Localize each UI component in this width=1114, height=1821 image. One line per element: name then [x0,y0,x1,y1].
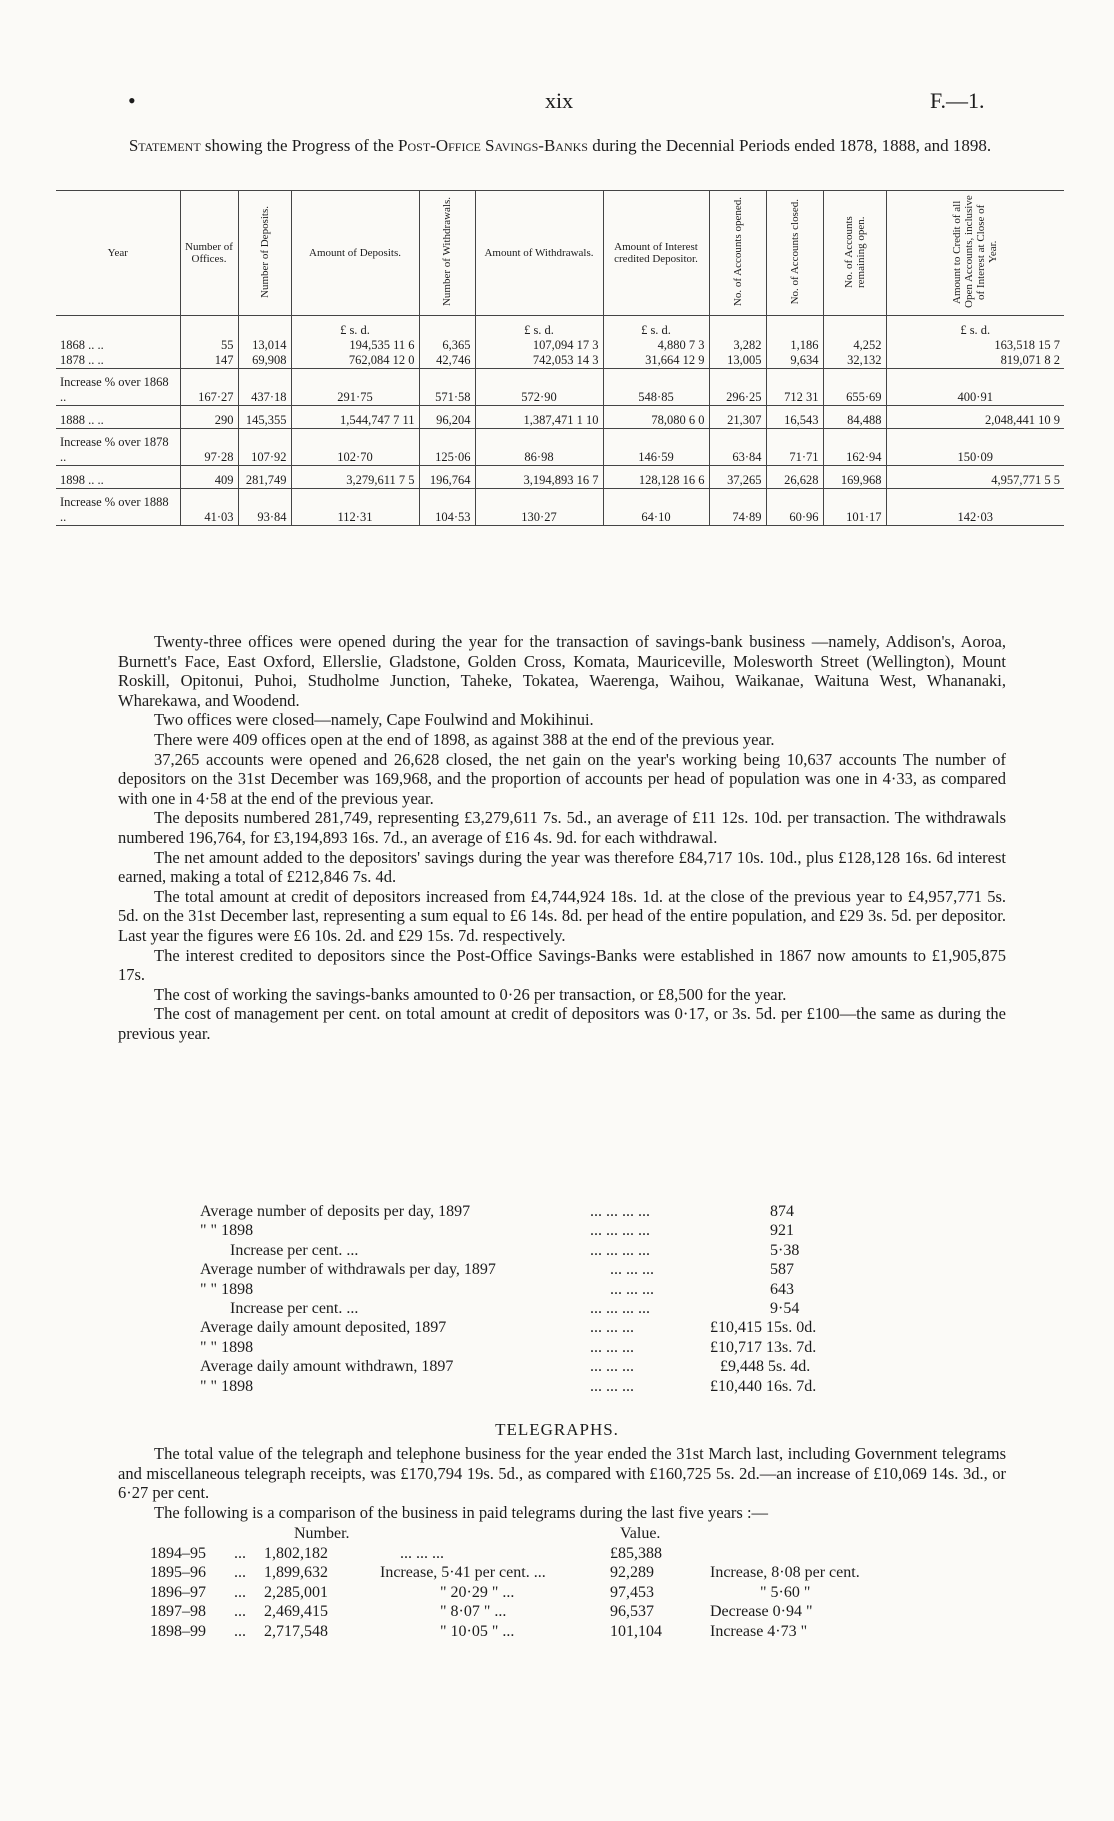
table-row: 1878 .. .. 147 69,908 762,084 12 0 42,746 742,053 14 3 31,664 12 9 13,005 9,634 32,132 819,071 8 2 [56,353,1064,369]
table-row: 1895–96 ... 1,899,632 Increase, 5·41 per cent. ... 92,289 Increase, 8·08 per cent. [150,1564,860,1582]
section-code: F.—1. [930,88,985,113]
header-withdrawals-amount: Amount of Withdrawals. [475,191,603,316]
header-credit: Amount to Credit of all Open Accounts, inclusive of Interest at Close of Year. [886,191,1064,316]
paragraph: The interest credited to depositors since the Post-Office Savings-Banks were established in 1867 now amounts to £1,905,875 17s. [118,945,1006,985]
paragraph: The net amount added to the depositors' savings during the year was therefore £84,717 10s. 10d., plus £128,128 16s. 6d interest earned, making a total of £212,846 7s. 4d. [118,847,1006,887]
paragraph: Two offices were closed—namely, Cape Foulwind and Mokihinui. [154,710,594,730]
header-accounts-closed: No. of Accounts closed. [766,191,823,316]
averages-list [200,1202,920,1396]
units-row: £ s. d. £ s. d. £ s. d. £ s. d. [56,316,1064,339]
statement-lead: Statement [128,136,201,155]
statement-text-2: during the Decennial Periods ended 1878, 1888, and 1898. [587,136,992,155]
table-header-row [56,191,1064,316]
header-deposits-amount: Amount of Deposits. [291,191,419,316]
header-deposits-number: Number of Deposits. [238,191,291,316]
page-header [0,84,1114,114]
list-item: Average number of withdrawals per day, 1897 ... ... ... 587 [200,1261,794,1279]
table-row: Increase % over 1868 .. 167·27 437·18 291·75 571·58 572·90 548·85 296·25 712 31 655·69 400·91 [56,369,1064,406]
statement-text-1: showing the Progress of the [200,136,399,155]
list-item: " " 1898 ... ... ... ... 921 [200,1222,794,1240]
list-item: " " 1898 ... ... ... £10,440 16s. 7d. [200,1377,817,1395]
paragraph: 37,265 accounts were opened and 26,628 closed, the net gain on the year's working being 10,637 accounts The number of depositors on the 31st December was 169,968, and the proportion of accounts per head of population was one in 4·33, as compared with one in 4·58 at the end of the previous year. [118,749,1006,808]
paragraph: The cost of working the savings-banks amounted to 0·26 per transaction, or £8,500 for the year. [154,984,787,1004]
header-interest: Amount of Interest credited Depositor. [603,191,709,316]
statement-title [60,136,1060,155]
telegram-comparison [150,1524,970,1642]
list-item: Average daily amount withdrawn, 1897 ... ... ... £9,448 5s. 4d. [200,1358,811,1376]
table-row: 1868 .. .. 55 13,014 194,535 11 6 6,365 107,094 17 3 4,880 7 3 3,282 1,186 4,252 163,518 15 7 [56,338,1064,353]
comparison-header: Number. Value. [294,1525,661,1542]
telegraphs-text [118,1444,1006,1522]
header-year: Year [56,191,180,316]
list-item: Average number of deposits per day, 1897 ... ... ... ... 874 [200,1203,794,1220]
telegraphs-heading: TELEGRAPHS. [495,1420,619,1439]
list-item: Increase per cent. ... ... ... ... ... 5·38 [230,1241,800,1259]
header-bullet: • [128,88,136,113]
list-item: Average daily amount deposited, 1897 ... ... ... £10,415 15s. 0d. [200,1319,817,1337]
header-withdrawals-number: Number of Withdrawals. [419,191,475,316]
report-body [118,632,1006,1043]
table-row: 1896–97 ... 2,285,001 " 20·29 " ... 97,453 " 5·60 " [150,1583,811,1601]
list-item: " " 1898 ... ... ... £10,717 13s. 7d. [200,1338,817,1356]
header-accounts-opened: No. of Accounts opened. [709,191,766,316]
list-item: Increase per cent. ... ... ... ... ... 9·54 [230,1299,800,1317]
table-row: 1897–98 ... 2,469,415 " 8·07 " ... 96,537 Decrease 0·94 " [150,1603,813,1621]
list-item: " " 1898 ... ... ... 643 [200,1280,794,1298]
table-row: 1888 .. .. 290 145,355 1,544,747 7 11 96,204 1,387,471 1 10 78,080 6 0 21,307 16,543 84,488 2,048,441 10 9 [56,406,1064,429]
table-row: Increase % over 1888 .. 41·03 93·84 112·31 104·53 130·27 64·10 74·89 60·96 101·17 142·03 [56,489,1064,526]
header-offices: Number of Offices. [180,191,238,316]
table-row: Increase % over 1878 .. 97·28 107·92 102·70 125·06 86·98 146·59 63·84 71·71 162·94 150·09 [56,429,1064,466]
table-row: 1898 .. .. 409 281,749 3,279,611 7 5 196,764 3,194,893 16 7 128,128 16 6 37,265 26,628 169,968 4,957,771 5 5 [56,466,1064,489]
paragraph: The deposits numbered 281,749, representing £3,279,611 7s. 5d., an average of £11 12s. 10d. per transaction. The withdrawals numbered 196,764, for £3,194,893 16s. 7d., an average of £16 4s. 9d. for each withdrawal. [118,808,1006,847]
table-row: 1894–95 ... 1,802,182 ... ... ... £85,388 [150,1544,662,1562]
paragraph: Twenty-three offices were opened during the year for the transaction of savings-bank business —namely, Addison's, Aoroa, Burnett's Face, East Oxford, Ellerslie, Gladstone, Golden Cross, Komata, Mauriceville, Molesworth Street (Wellington), Mount Roskill, Opitonui, Puhoi, Studholme Junction, Taheke, Tokatea, Waerenga, Waihou, Waikanae, Waituna West, Whananaki, Wharekawa, and Woodend. [118,632,1006,710]
page-number: xix [545,88,574,113]
statement-table [56,190,1064,526]
paragraph: The following is a comparison of the business in paid telegrams during the last five years :— [154,1502,769,1522]
paragraph: There were 409 offices open at the end of 1898, as against 388 at the end of the previous year. [154,729,775,749]
paragraph: The total amount at credit of depositors increased from £4,744,924 18s. 1d. at the close of the previous year to £4,957,771 5s. 5d. on the 31st December last, representing a sum equal to £6 14s. 8d. per head of the entire population, and £29 3s. 5d. per depositor. Last year the figures were £6 10s. 2d. and £29 15s. 7d. respectively. [118,886,1006,945]
header-accounts-remaining: No. of Accounts remaining open. [823,191,886,316]
table-row: 1898–99 ... 2,717,548 " 10·05 " ... 101,104 Increase 4·73 " [150,1622,808,1640]
paragraph: The cost of management per cent. on total amount at credit of depositors was 0·17, or 3s. 5d. per £100—the same as during the previous year. [118,1004,1006,1043]
paragraph: The total value of the telegraph and telephone business for the year ended the 31st March last, including Government telegrams and miscellaneous telegraph receipts, was £170,794 19s. 5d., as compared with £160,725 5s. 2d.—an increase of £10,069 14s. 3d., or 6·27 per cent. [118,1444,1006,1503]
statement-org: Post-Office Savings-Banks [398,136,588,155]
